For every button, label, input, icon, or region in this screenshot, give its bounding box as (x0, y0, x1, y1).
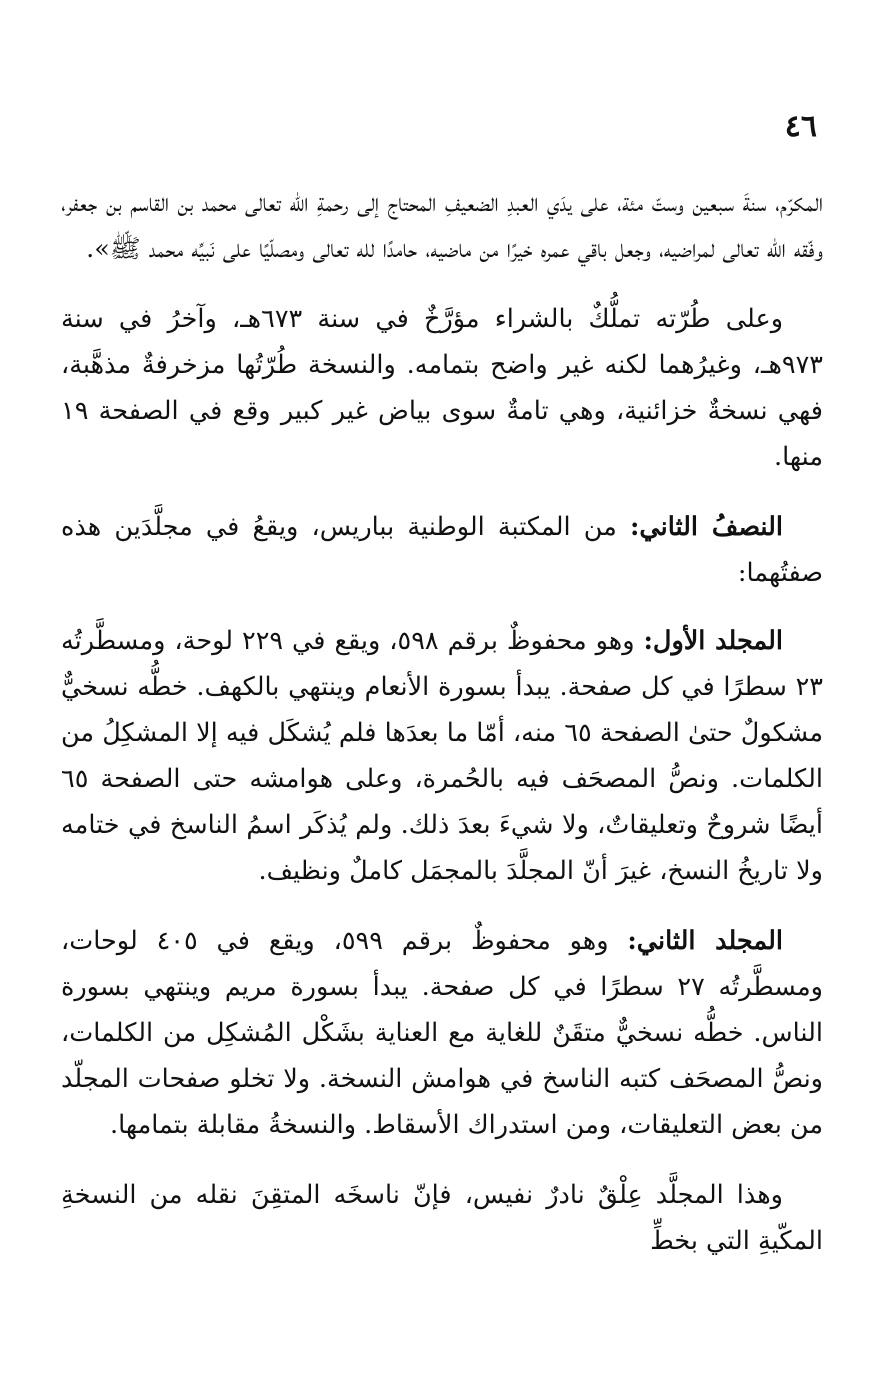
paragraph-heading: المجلد الثاني: (627, 926, 783, 956)
paragraph-ownership (61, 296, 823, 480)
paragraph-text: وعلى طُرّته تملُّكٌ بالشراء مؤرَّخٌ في سنة ٦٧٣هـ، وآخرُ في سنة ٩٧٣هـ، وغيرُهما لكنه غير واضح بتمامه. والنسخة طُرّتُها مزخرفةٌ مذهَّبة، فهي نسخةٌ خزائنية، وهي تامةٌ سوى بياض غير كبير وقع في الصفحة ١٩ منها. (61, 304, 823, 472)
paragraph-text: وهو محفوظٌ برقم ٥٩٩، ويقع في ٤٠٥ لوحات، ومسطَّرتُه ٢٧ سطرًا في كل صفحة. يبدأ بسورة مريم وينتهي بسورة الناس. خطُّه نسخيٌّ متقَنٌ للغاية مع العناية بشَكْل المُشكِل من الكلمات، ونصُّ المصحَف كتبه الناسخ في هوامش النسخة. ولا تخلو صفحات المجلّد من بعض التعليقات، ومن استدراك الأسقاط. والنسخةُ مقابلة بتمامها. (61, 926, 823, 1140)
paragraph-volume-two (61, 918, 823, 1148)
paragraph-heading: المجلد الأول: (643, 626, 783, 656)
paragraph-text: المكرّم، سنةَ سبعين وستّ مئة، على يدَي العبدِ الضعيفِ المحتاج إلى رحمةِ الله تعالى محمد بن القاسم بن جعفر، وفّقه الله تعالى لمراضيه، وجعل باقي عمره خيرًا من ماضيه، حامدًا لله تعالى ومصلّيًا على نَبيِّه محمد ﷺ». (61, 188, 823, 264)
paragraph-text: من المكتبة الوطنية بباريس، ويقعُ في مجلَّدَين هذه صفتُهما: (61, 512, 823, 588)
paragraph-continuation (61, 180, 823, 272)
paragraph-text: وهو محفوظٌ برقم ٥٩٨، ويقع في ٢٢٩ لوحة، ومسطَّرتُه ٢٣ سطرًا في كل صفحة. يبدأ بسورة الأنعام وينتهي بالكهف. خطُّه نسخيٌّ مشكولٌ حتىٰ الصفحة ٦٥ منه، أمّا ما بعدَها فلم يُشكَل فيه إلا المشكِلُ من الكلمات. ونصُّ المصحَف فيه بالحُمرة، وعلى هوامشه حتى الصفحة ٦٥ أيضًا شروحٌ وتعليقاتٌ، ولا شيءَ بعدَ ذلك. ولم يُذكَر اسمُ الناسخ في ختامه ولا تاريخُ النسخ، غيرَ أنّ المجلَّدَ بالمجمَل كاملٌ ونظيف. (61, 626, 824, 886)
body-text (61, 180, 823, 1288)
page-number: ٤٦ (784, 109, 817, 144)
paragraph-heading: النصفُ الثاني: (629, 512, 783, 542)
paragraph-text: وهذا المجلَّد عِلْقٌ نادرٌ نفيس، فإنّ ناسخَه المتقِنَ نقله من النسخةِ المكّيةِ التي بخطِّ (61, 1180, 823, 1256)
paragraph-volume-one (61, 618, 823, 894)
paragraph-volume-note (61, 1172, 823, 1264)
paragraph-second-half (61, 504, 823, 596)
